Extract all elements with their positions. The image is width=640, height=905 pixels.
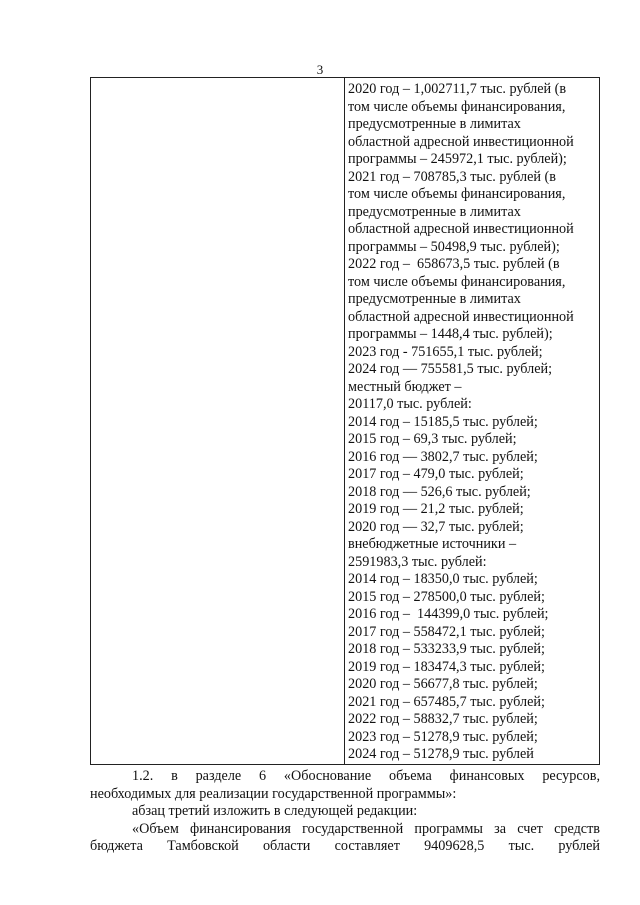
financing-line: предусмотренные в лимитах bbox=[348, 203, 521, 220]
financing-line: том числе объемы финансирования, bbox=[348, 186, 566, 202]
financing-line: 2014 год – 15185,5 тыс. рублей; bbox=[348, 413, 538, 430]
financing-line: предусмотренные в лимитах bbox=[348, 116, 521, 132]
financing-line: 2024 год — 755581,5 тыс. рублей; bbox=[348, 361, 553, 377]
page-number: 3 bbox=[316, 62, 324, 77]
financing-line: 2023 год – 51278,9 тыс. рублей; bbox=[348, 728, 538, 745]
financing-line: внебюджетные источники – bbox=[348, 536, 517, 552]
financing-line: 2018 год — 526,6 тыс. рублей; bbox=[348, 483, 531, 500]
financing-line: 2014 год – 18350,0 тыс. рублей; bbox=[348, 571, 538, 587]
financing-table bbox=[90, 77, 600, 765]
body-text bbox=[90, 768, 600, 856]
financing-line: 2018 год – 533233,9 тыс. рублей; bbox=[348, 641, 545, 657]
financing-line: 2016 год — 3802,7 тыс. рублей; bbox=[348, 448, 538, 465]
financing-line: местный бюджет – bbox=[348, 378, 462, 395]
financing-line: 2019 год – 183474,3 тыс. рублей; bbox=[348, 658, 545, 675]
financing-line: программы – 245972,1 тыс. рублей); bbox=[348, 151, 567, 167]
financing-line: 2020 год — 32,7 тыс. рублей; bbox=[348, 518, 524, 535]
financing-line: 20117,0 тыс. рублей: bbox=[348, 396, 472, 412]
financing-line: 2024 год – 51278,9 тыс. рублей bbox=[348, 746, 534, 762]
financing-line: 2017 год – 558472,1 тыс. рублей; bbox=[348, 623, 545, 640]
paragraph-quote-line-1: «Объем финансирования государственной программы за счет средств bbox=[132, 820, 600, 837]
paragraph-quote-line-2: бюджета Тамбовской области составляет 9409628,5 тыс. рублей bbox=[90, 838, 600, 854]
financing-line: том числе объемы финансирования, bbox=[348, 273, 566, 290]
paragraph-section-line-2: необходимых для реализации государственной программы»: bbox=[90, 785, 457, 802]
financing-line: 2022 год – 658673,5 тыс. рублей (в bbox=[348, 256, 560, 272]
financing-line: 2020 год – 1,002711,7 тыс. рублей (в bbox=[348, 81, 567, 97]
financing-line: областной адресной инвестиционной bbox=[348, 221, 574, 237]
financing-line: областной адресной инвестиционной bbox=[348, 133, 574, 150]
financing-line: 2021 год – 708785,3 тыс. рублей (в bbox=[348, 168, 556, 185]
paragraph-abzac: абзац третий изложить в следующей редакции: bbox=[132, 803, 418, 819]
financing-line: 2015 год – 278500,0 тыс. рублей; bbox=[348, 588, 545, 605]
financing-line: предусмотренные в лимитах bbox=[348, 291, 521, 307]
financing-line: 2017 год – 479,0 тыс. рублей; bbox=[348, 466, 524, 482]
financing-line: 2023 год - 751655,1 тыс. рублей; bbox=[348, 343, 543, 360]
financing-line: областной адресной инвестиционной bbox=[348, 308, 574, 325]
table-right-cell-financing bbox=[348, 81, 598, 764]
financing-line: 2022 год – 58832,7 тыс. рублей; bbox=[348, 711, 538, 727]
financing-line: 2015 год – 69,3 тыс. рублей; bbox=[348, 431, 517, 447]
paragraph-section-line-1: 1.2. в разделе 6 «Обоснование объема финансовых ресурсов, bbox=[132, 768, 600, 784]
financing-line: 2016 год – 144399,0 тыс. рублей; bbox=[348, 606, 549, 622]
table-column-divider bbox=[344, 78, 345, 764]
financing-line: 2020 год – 56677,8 тыс. рублей; bbox=[348, 676, 538, 692]
financing-line: программы – 50498,9 тыс. рублей); bbox=[348, 238, 560, 255]
financing-line: 2021 год – 657485,7 тыс. рублей; bbox=[348, 693, 545, 710]
financing-line: том числе объемы финансирования, bbox=[348, 98, 566, 115]
financing-line: программы – 1448,4 тыс. рублей); bbox=[348, 326, 553, 342]
financing-line: 2019 год — 21,2 тыс. рублей; bbox=[348, 501, 524, 517]
financing-line: 2591983,3 тыс. рублей: bbox=[348, 553, 487, 570]
